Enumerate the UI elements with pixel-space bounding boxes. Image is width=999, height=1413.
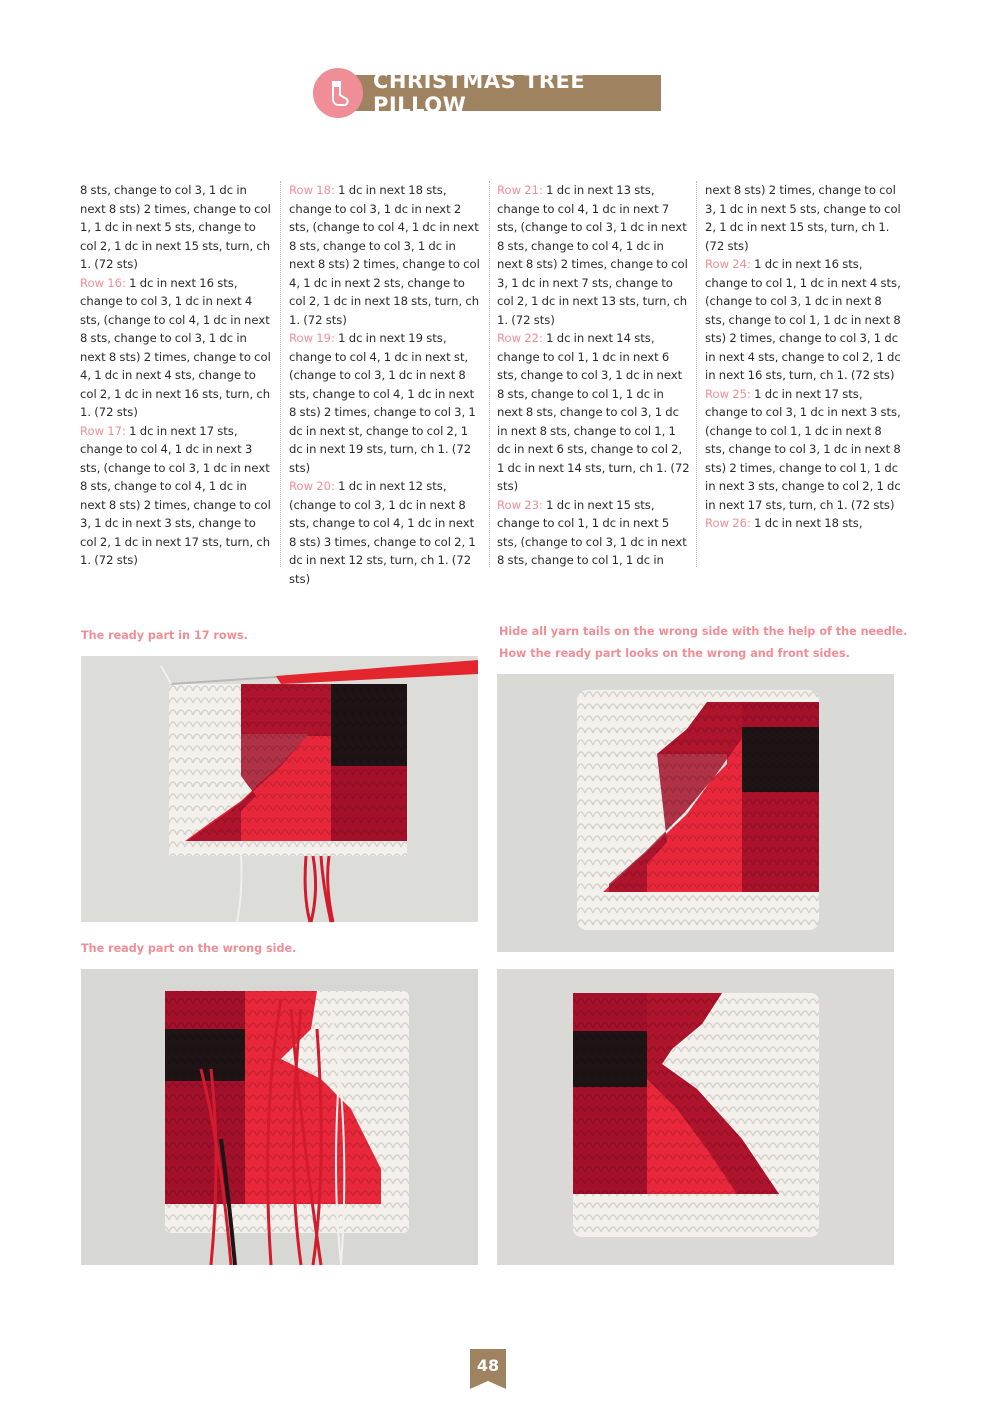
photo-ready-part-17-rows: [81, 656, 478, 922]
column-divider: [489, 181, 491, 567]
instruction-paragraph: [289, 181, 484, 329]
instruction-paragraph: [80, 181, 275, 274]
row-text: next 8 sts) 2 times, change to col 3, 1 dc in next 5 sts, change to col 2, 1 dc in next 15 sts, turn, ch 1. (72 sts): [705, 183, 901, 253]
row-text: 1 dc in next 16 sts, change to col 3, 1 dc in next 4 sts, (change to col 4, 1 dc in next 8 sts, change to col 3, 1 dc in next 8 sts) 2 times, change to col 4, 1 dc in next 4 sts, change to col 2, 1 dc in next 16 sts, turn, ch 1. (72 sts): [80, 275, 271, 419]
page-header: [313, 68, 663, 118]
photo-front-side-complete: [497, 969, 894, 1265]
instruction-column-3: [497, 181, 692, 567]
instruction-paragraph: [497, 496, 692, 570]
page-number-text: 48: [476, 1356, 500, 1375]
photo-caption: The ready part in 17 rows.: [81, 629, 248, 642]
row-label: Row 20:: [289, 479, 335, 493]
row-text: 1 dc in next 17 sts, change to col 4, 1 dc in next 3 sts, (change to col 3, 1 dc in next 8 sts, change to col 4, 1 dc in next 8 sts) 2 times, change to col 3, 1 dc in next 3 sts, change to col 2, 1 dc in next 17 sts, turn, ch 1. (72 sts): [80, 423, 271, 567]
column-divider: [696, 181, 698, 567]
page-number: [470, 1349, 506, 1389]
instruction-paragraph: [705, 255, 902, 385]
instruction-paragraph: [705, 385, 902, 515]
row-label: Row 22:: [497, 331, 543, 345]
photo-front-side: [497, 674, 894, 952]
row-text: 1 dc in next 19 sts, change to col 4, 1 dc in next st, (change to col 3, 1 dc in next 8 sts, change to col 4, 1 dc in next 8 sts) 2 times, change to col 3, 1 dc in next st, change to col 2, 1 dc in next 19 sts, turn, ch 1. (72 sts): [289, 331, 476, 475]
row-text: 1 dc in next 17 sts, change to col 3, 1 dc in next 3 sts, (change to col 1, 1 dc in next 8 sts, change to col 3, 1 dc in next 8 sts) 2 times, change to col 1, 1 dc in next 3 sts, change to col 2, 1 dc in next 17 sts, turn, ch 1. (72 sts): [705, 386, 901, 512]
pattern-instructions: [80, 181, 910, 586]
photo-caption: The ready part on the wrong side.: [81, 942, 297, 955]
stocking-icon: [313, 68, 363, 118]
row-text: 1 dc in next 14 sts, change to col 1, 1 dc in next 6 sts, change to col 3, 1 dc in next 8 sts, change to col 1, 1 dc in next 8 sts, change to col 3, 1 dc in next 8 sts, change to col 1, 1 dc in next 6 sts, change to col 2, 1 dc in next 14 sts, turn, ch 1. (72 sts): [497, 331, 690, 493]
instruction-paragraph: [289, 477, 484, 588]
row-text: 1 dc in next 18 sts, change to col 3, 1 dc in next 2 sts, (change to col 4, 1 dc in next 8 sts, change to col 3, 1 dc in next 8 sts) 2 times, change to col 4, 1 dc in next 2 sts, change to col 2, 1 dc in next 18 sts, turn, ch 1. (72 sts): [289, 183, 480, 327]
row-text: 1 dc in next 16 sts, change to col 1, 1 dc in next 4 sts, (change to col 3, 1 dc in next 8 sts, change to col 1, 1 dc in next 8 sts) 2 times, change to col 3, 1 dc in next 4 sts, change to col 2, 1 dc in next 16 sts, turn, ch 1. (72 sts): [705, 257, 901, 382]
row-text: 1 dc in next 12 sts, (change to col 3, 1 dc in next 8 sts, change to col 4, 1 dc in next 8 sts) 3 times, change to col 2, 1 dc in next 12 sts, turn, ch 1. (72 sts): [289, 479, 476, 586]
row-label: Row 21:: [497, 183, 543, 197]
instruction-paragraph: [80, 422, 275, 570]
column-divider: [280, 181, 282, 567]
row-label: Row 17:: [80, 423, 126, 438]
row-label: Row 16:: [80, 275, 126, 290]
row-label: Row 18:: [289, 183, 335, 197]
instruction-paragraph: [289, 329, 484, 477]
row-label: Row 23:: [497, 497, 543, 512]
row-label: Row 26:: [705, 516, 751, 530]
instruction-column-2: [289, 181, 484, 586]
row-text: 1 dc in next 15 sts, change to col 1, 1 dc in next 5 sts, (change to col 3, 1 dc in next 8 sts, change to col 1, 1 dc in: [497, 497, 687, 567]
photo-caption: Hide all yarn tails on the wrong side with the help of the needle.: [499, 625, 908, 638]
photo-wrong-side: [81, 969, 478, 1265]
row-label: Row 24:: [705, 257, 751, 271]
page-title: CHRISTMAS TREE PILLOW: [343, 75, 661, 111]
instruction-paragraph: [705, 181, 902, 255]
row-text: 1 dc in next 13 sts, change to col 4, 1 dc in next 7 sts, (change to col 3, 1 dc in next 8 sts, change to col 4, 1 dc in next 8 sts) 2 times, change to col 3, 1 dc in next 7 sts, change to col 2, 1 dc in next 13 sts, turn, ch 1. (72 sts): [497, 183, 688, 327]
row-text: 1 dc in next 18 sts,: [750, 516, 863, 530]
row-label: Row 19:: [289, 331, 335, 345]
row-text: 8 sts, change to col 3, 1 dc in next 8 sts) 2 times, change to col 1, 1 dc in next 5 sts, change to col 2, 1 dc in next 15 sts, turn, ch 1. (72 sts): [80, 183, 271, 271]
instruction-column-4: [705, 181, 902, 567]
instruction-paragraph: [497, 181, 692, 329]
instruction-paragraph: [80, 274, 275, 422]
instruction-paragraph: [497, 329, 692, 496]
row-label: Row 25:: [705, 386, 751, 401]
photo-caption: How the ready part looks on the wrong and front sides.: [499, 647, 850, 660]
instruction-column-1: [80, 181, 275, 567]
instruction-paragraph: [705, 514, 902, 533]
